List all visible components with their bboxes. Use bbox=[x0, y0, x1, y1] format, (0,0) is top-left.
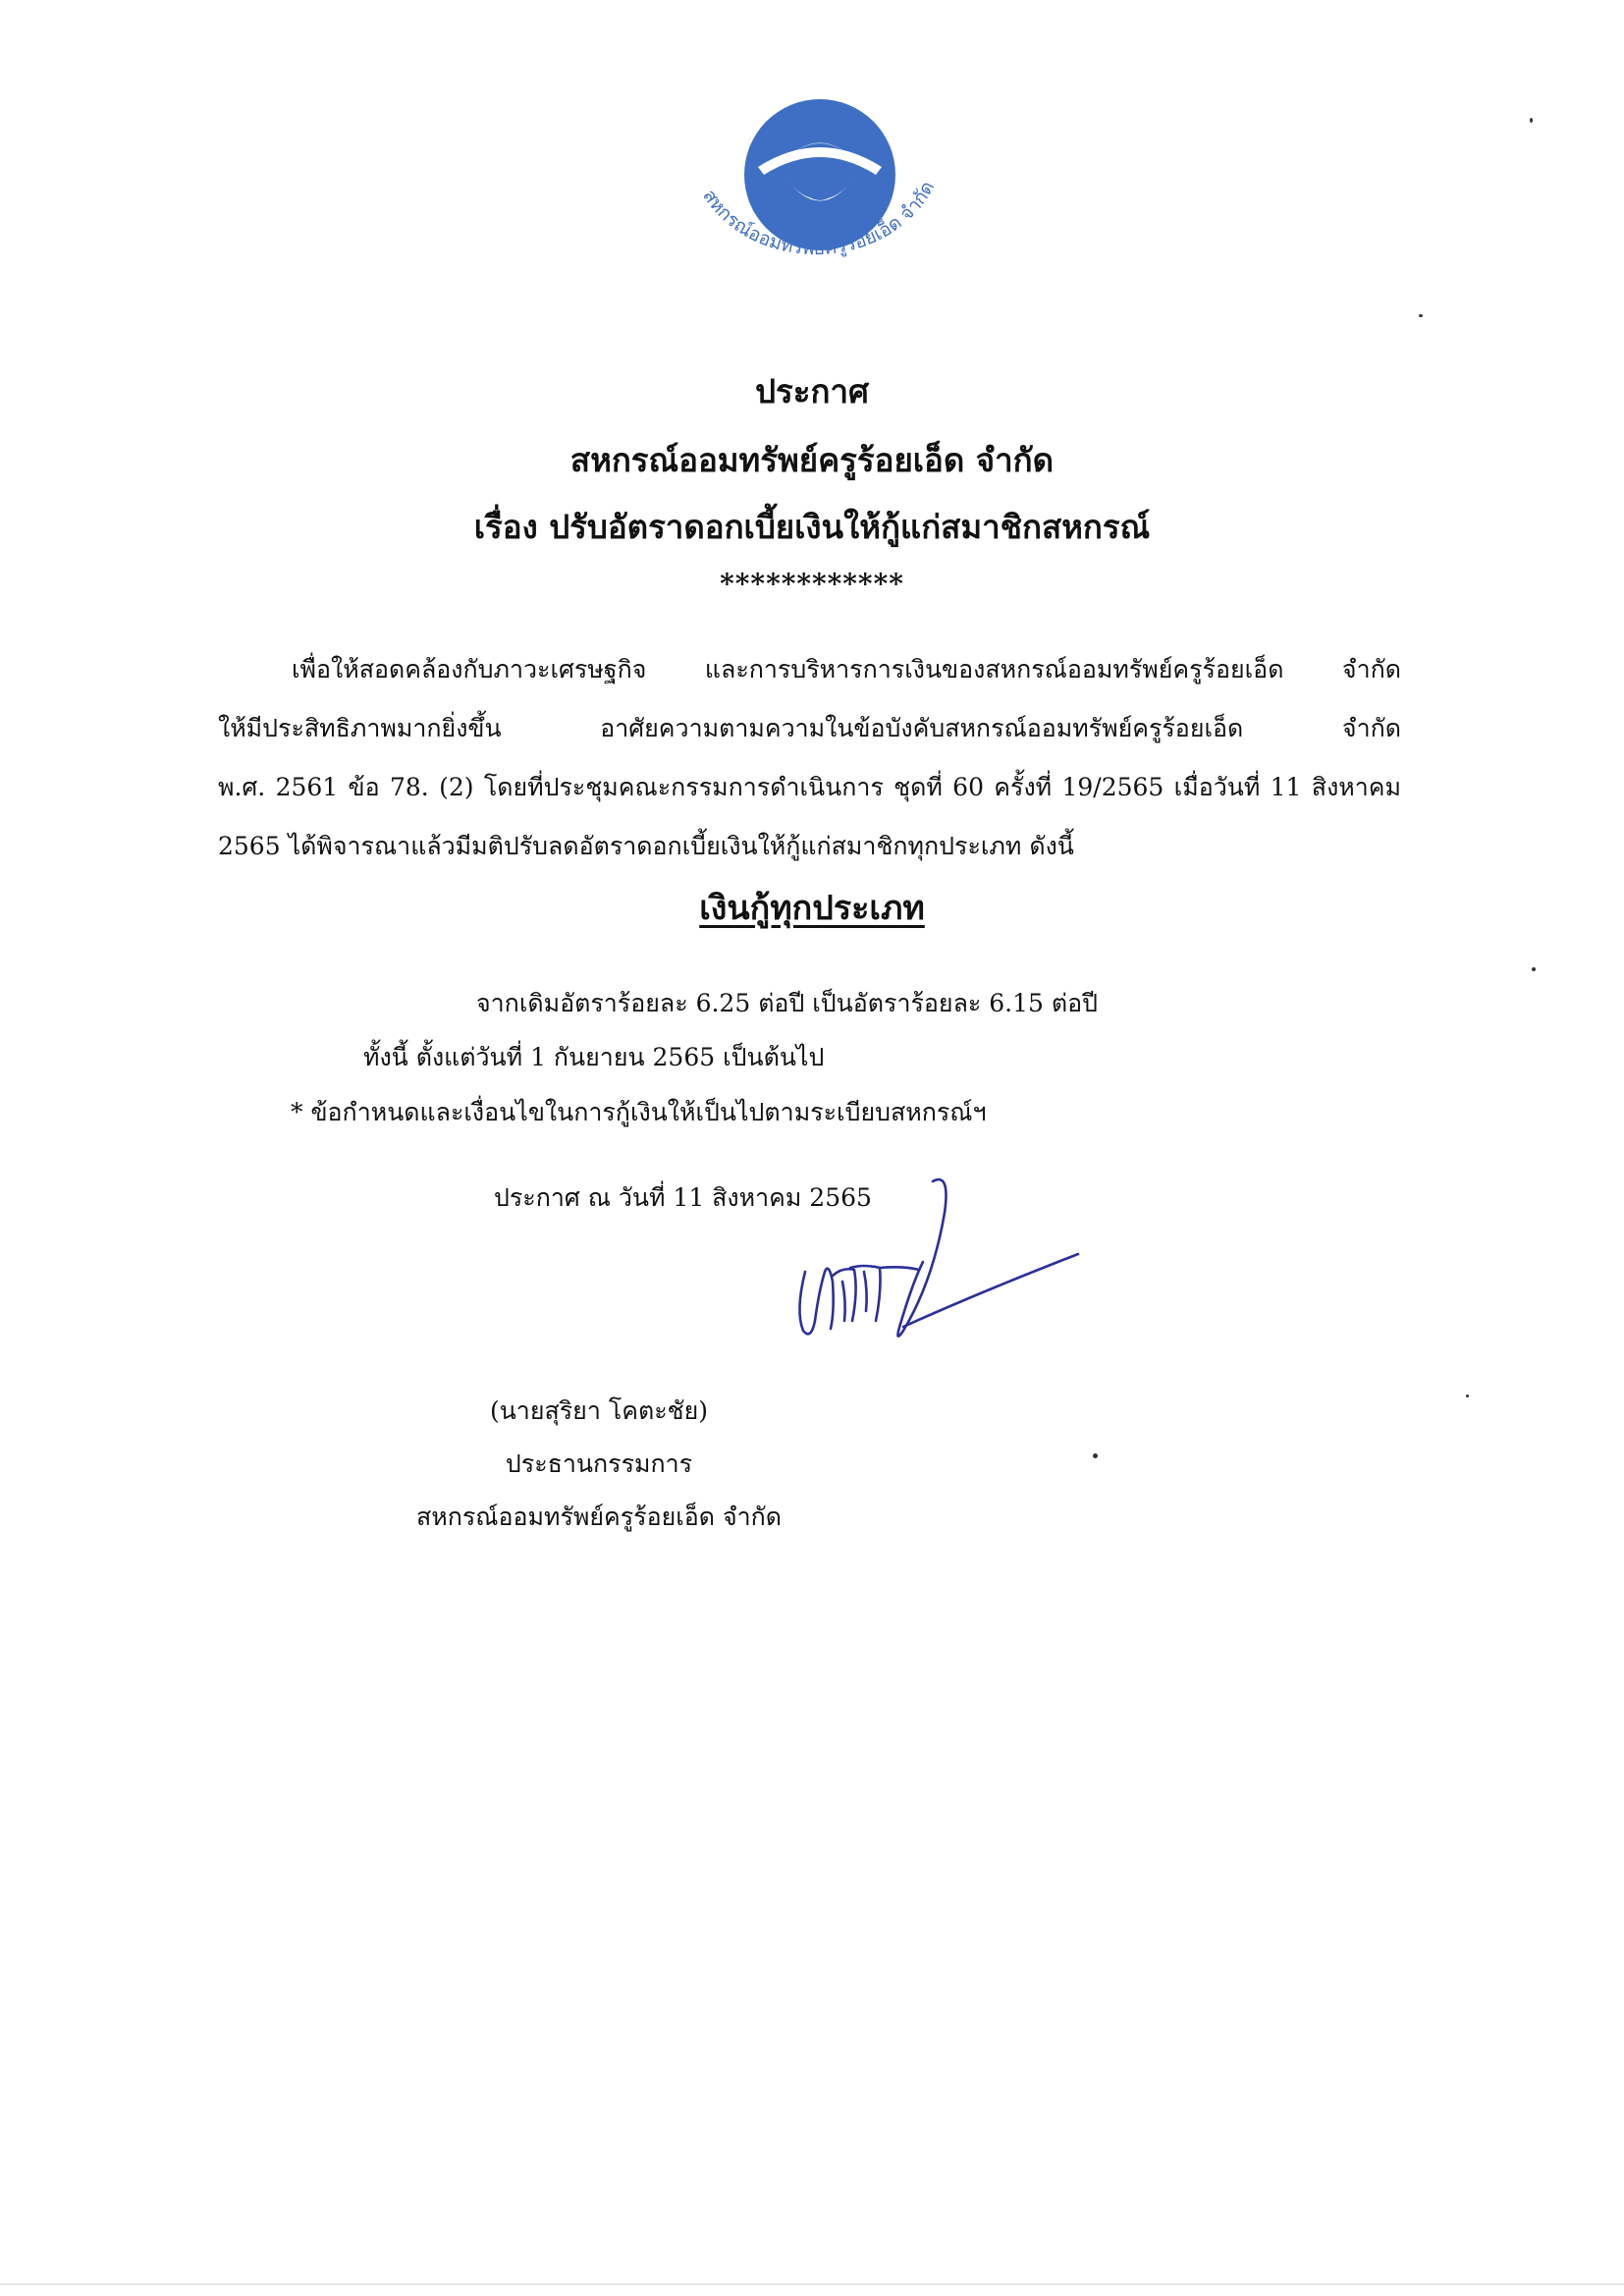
signature-mark bbox=[785, 1174, 1090, 1360]
separator-stars: ************ bbox=[720, 568, 904, 600]
signatory-block bbox=[0, 1385, 1624, 1544]
scan-speck bbox=[1466, 1394, 1469, 1397]
organization-title: สหกรณ์ออมทรัพย์ครูร้อยเอ็ด จำกัด bbox=[569, 441, 1055, 479]
scan-speck bbox=[1530, 118, 1533, 123]
scan-speck bbox=[1532, 967, 1536, 971]
signatory-name: (นายสุริยา โคตะชัย) bbox=[489, 1396, 709, 1425]
conditions-note: * ข้อกำหนดและเงื่อนไขในการกู้เงินให้เป็นไปตามระเบียบสหกรณ์ฯ bbox=[291, 1098, 987, 1126]
interest-rate-line: จากเดิมอัตราร้อยละ 6.25 ต่อปี เป็นอัตราร้อยละ 6.15 ต่อปี bbox=[476, 989, 1098, 1017]
signatory-position: ประธานกรรมการ bbox=[505, 1449, 693, 1478]
body-line: 2565 ได้พิจารณาแล้วมีมติปรับลดอัตราดอกเบี้ยเงินให้กู้แก่สมาชิกทุกประเภท ดังนี้ bbox=[218, 832, 1074, 860]
body-line: พ.ศ. 2561 ข้อ 78. (2) โดยที่ประชุมคณะกรรมการดำเนินการ ชุดที่ 60 ครั้งที่ 19/2565 เมื่อวันที่ 11 สิงหาคม bbox=[218, 773, 1401, 801]
scan-speck bbox=[1093, 1453, 1098, 1458]
loan-type-heading: เงินกู้ทุกประเภท bbox=[699, 889, 925, 928]
effective-date-line: ทั้งนี้ ตั้งแต่วันที่ 1 กันยายน 2565 เป็นต้นไป bbox=[363, 1043, 825, 1071]
body-line: ให้มีประสิทธิภาพมากยิ่งขึ้น อาศัยความตามความในข้อบังคับสหกรณ์ออมทรัพย์ครูร้อยเอ็ด จำกัด bbox=[218, 714, 1401, 742]
announcement-heading: ประกาศ bbox=[755, 372, 869, 410]
body-paragraph bbox=[218, 640, 1401, 876]
scan-speck bbox=[1419, 314, 1423, 317]
announcement-date: ประกาศ ณ วันที่ 11 สิงหาคม 2565 bbox=[494, 1183, 872, 1212]
cooperative-logo bbox=[668, 77, 962, 302]
scan-edge bbox=[0, 2283, 1624, 2285]
subject-line: เรื่อง ปรับอัตราดอกเบี้ยเงินให้กู้แก่สมาชิกสหกรณ์ bbox=[473, 508, 1151, 546]
logo-ring-text: สหกรณ์ออมทรัพย์ครูร้อยเอ็ด จำกัด bbox=[698, 177, 940, 260]
signatory-organization: สหกรณ์ออมทรัพย์ครูร้อยเอ็ด จำกัด bbox=[415, 1503, 783, 1531]
body-line: เพื่อให้สอดคล้องกับภาวะเศรษฐกิจ และการบริหารการเงินของสหกรณ์ออมทรัพย์ครูร้อยเอ็ด จำกัด bbox=[292, 655, 1401, 683]
